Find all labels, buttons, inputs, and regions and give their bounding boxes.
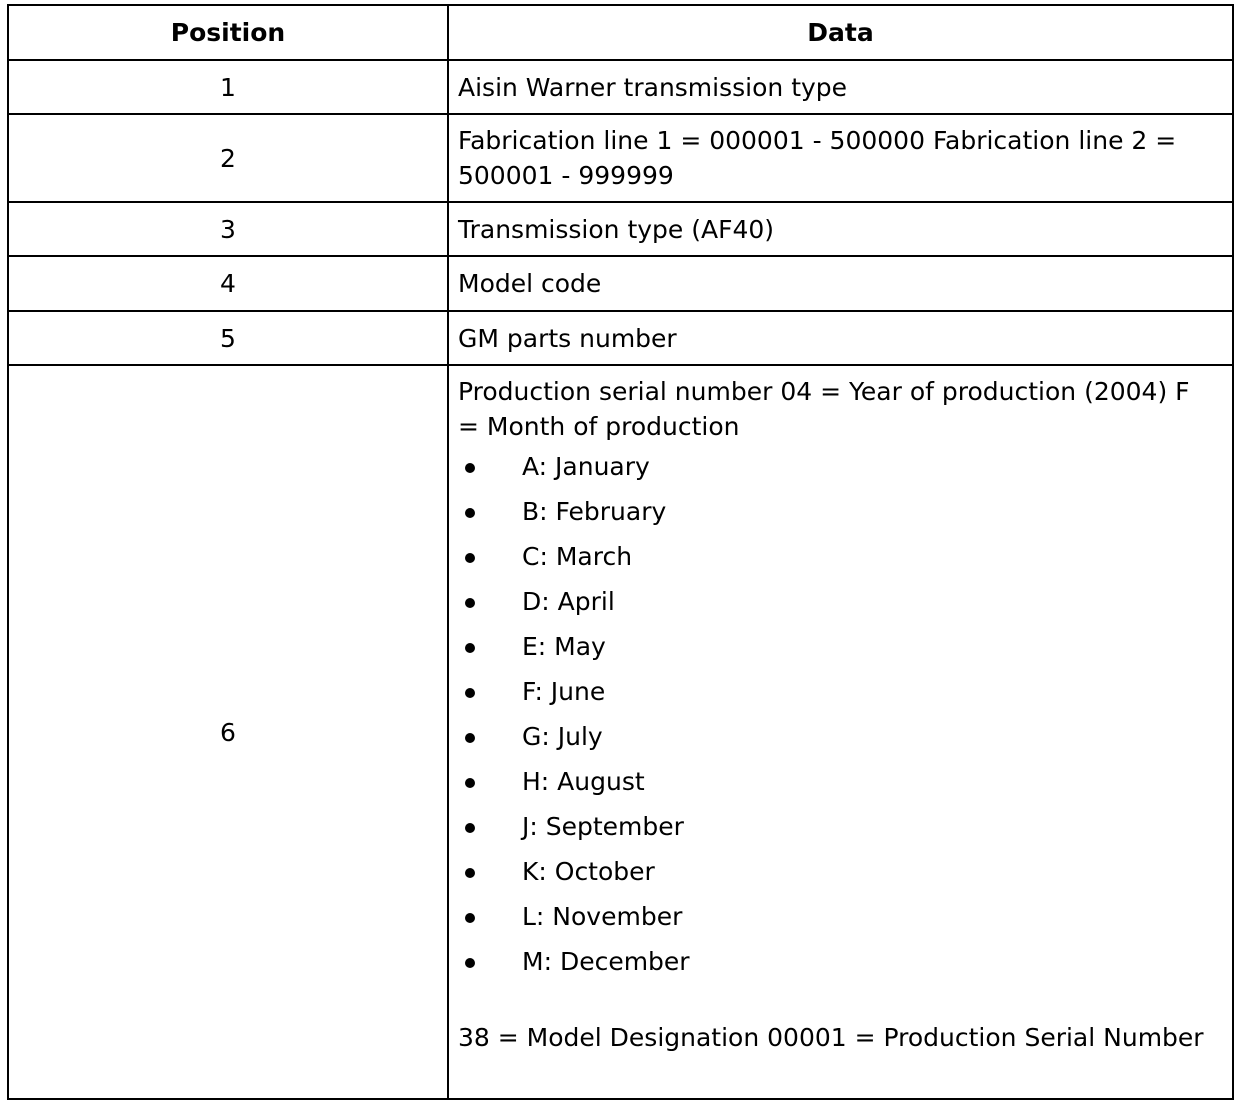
data-cell: Model code <box>448 256 1233 311</box>
data-cell: Fabrication line 1 = 000001 - 500000 Fabrication line 2 = 500001 - 999999 <box>448 114 1233 202</box>
position-cell: 5 <box>8 311 448 365</box>
list-item: H: August <box>458 761 1218 806</box>
table-row <box>8 365 1233 1099</box>
list-item: C: March <box>458 536 1218 581</box>
position-cell: 4 <box>8 256 448 311</box>
list-item: J: September <box>458 806 1218 851</box>
list-item: D: April <box>458 581 1218 626</box>
month-code-list <box>458 446 1218 986</box>
position-cell: 3 <box>8 202 448 256</box>
transmission-code-table <box>7 4 1234 1100</box>
list-item: L: November <box>458 896 1218 941</box>
position-cell: 2 <box>8 114 448 202</box>
table-row <box>8 114 1233 202</box>
list-item: G: July <box>458 716 1218 761</box>
table-row <box>8 311 1233 365</box>
data-cell <box>448 365 1233 1099</box>
table-row <box>8 202 1233 256</box>
data-cell: GM parts number <box>448 311 1233 365</box>
list-item: M: December <box>458 941 1218 986</box>
list-item: K: October <box>458 851 1218 896</box>
position-cell: 1 <box>8 60 448 114</box>
header-row <box>8 5 1233 60</box>
serial-intro: Production serial number 04 = Year of production (2004) F = Month of production <box>458 377 1190 441</box>
position-cell: 6 <box>8 365 448 1099</box>
data-cell: Aisin Warner transmission type <box>448 60 1233 114</box>
list-item: B: February <box>458 491 1218 536</box>
header-data: Data <box>448 5 1233 60</box>
data-cell: Transmission type (AF40) <box>448 202 1233 256</box>
list-item: A: January <box>458 446 1218 491</box>
list-item: E: May <box>458 626 1218 671</box>
table-row <box>8 60 1233 114</box>
list-item: F: June <box>458 671 1218 716</box>
header-position: Position <box>8 5 448 60</box>
serial-tail: 38 = Model Designation 00001 = Production Serial Number <box>458 1023 1204 1052</box>
table-row <box>8 256 1233 311</box>
